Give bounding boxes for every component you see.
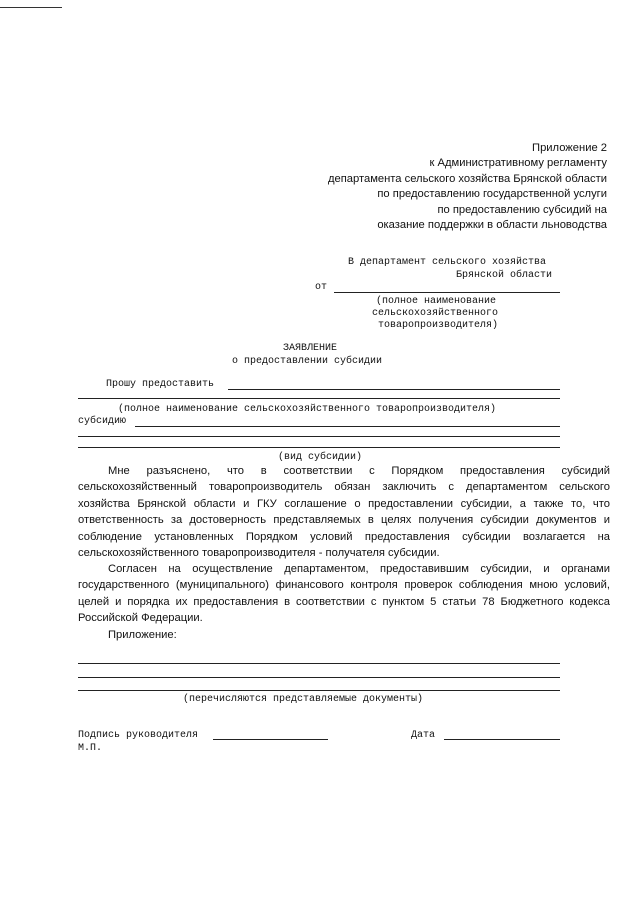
request-label: Прошу предоставить	[106, 379, 215, 390]
from-label: от	[315, 282, 328, 293]
appendix-line: департамента сельского хозяйства Брянской области	[327, 172, 607, 185]
from-input-line[interactable]	[334, 292, 560, 293]
attachment-hint: (перечисляются представляемые документы)	[183, 694, 424, 705]
addressee-line-2: Брянской области	[456, 270, 553, 281]
request-input-line-2[interactable]	[78, 398, 560, 399]
appendix-line: к Административному регламенту	[429, 157, 607, 170]
from-hint-line: сельскохозяйственного	[372, 308, 499, 319]
paragraph-text: Согласен на осуществление департаментом, предоставившим субсидии, и органами государственного (муниципального) финансового контроля проверок соблюдения мною условий, целей и порядка их предоставления в соответствии с пунктом 5 статьи 78 Бюджетного кодекса Российской Федерации.	[78, 563, 610, 625]
from-hint-line: (полное наименование	[376, 296, 497, 307]
subsidy-input-line-2[interactable]	[78, 436, 560, 437]
attachment-input-line[interactable]	[78, 663, 560, 664]
appendix-line: по предоставлению субсидий на	[437, 203, 607, 216]
appendix-line: оказание поддержки в области льноводства	[377, 219, 607, 232]
attachment-label: Приложение:	[108, 629, 177, 641]
request-input-line[interactable]	[228, 389, 560, 390]
seal-label: М.П.	[78, 743, 103, 754]
scan-edge-line	[0, 7, 62, 8]
consent-paragraph-1	[78, 463, 610, 561]
subsidy-input-line[interactable]	[135, 426, 560, 427]
appendix-line: по предоставлению государственной услуги	[377, 188, 607, 201]
document-title: ЗАЯВЛЕНИЕ	[283, 343, 338, 354]
subsidy-input-line-3[interactable]	[78, 447, 560, 448]
appendix-line: Приложение 2	[532, 142, 607, 154]
request-hint: (полное наименование сельскохозяйственного товаропроизводителя)	[118, 404, 497, 415]
subsidy-label: субсидию	[78, 416, 127, 427]
consent-paragraph-2	[78, 561, 610, 627]
signature-input-line[interactable]	[213, 739, 328, 740]
attachment-input-line[interactable]	[78, 690, 560, 691]
date-input-line[interactable]	[444, 739, 560, 740]
subsidy-hint: (вид субсидии)	[278, 452, 363, 463]
addressee-line-1: В департамент сельского хозяйства	[348, 257, 547, 268]
date-label: Дата	[411, 730, 436, 741]
attachment-input-line[interactable]	[78, 677, 560, 678]
document-subtitle: о предоставлении субсидии	[232, 356, 383, 367]
from-hint-line: товаропроизводителя)	[378, 320, 499, 331]
appendix-header	[287, 141, 607, 233]
paragraph-text: Мне разъяснено, что в соответствии с Порядком предоставления субсидий сельскохозяйственный товаропроизводитель обязан заключить с департаментом сельского хозяйства Брянской области и ГКУ соглашение о предоставлении субсидии, а также то, что ответственность за достоверность представляемых в целях получения субсидии документов и соблюдение установленных Порядком условий предоставления субсидии возлагается на сельскохозяйственного товаропроизводителя - получателя субсидии.	[78, 465, 610, 560]
signature-label: Подпись руководителя	[78, 730, 199, 741]
